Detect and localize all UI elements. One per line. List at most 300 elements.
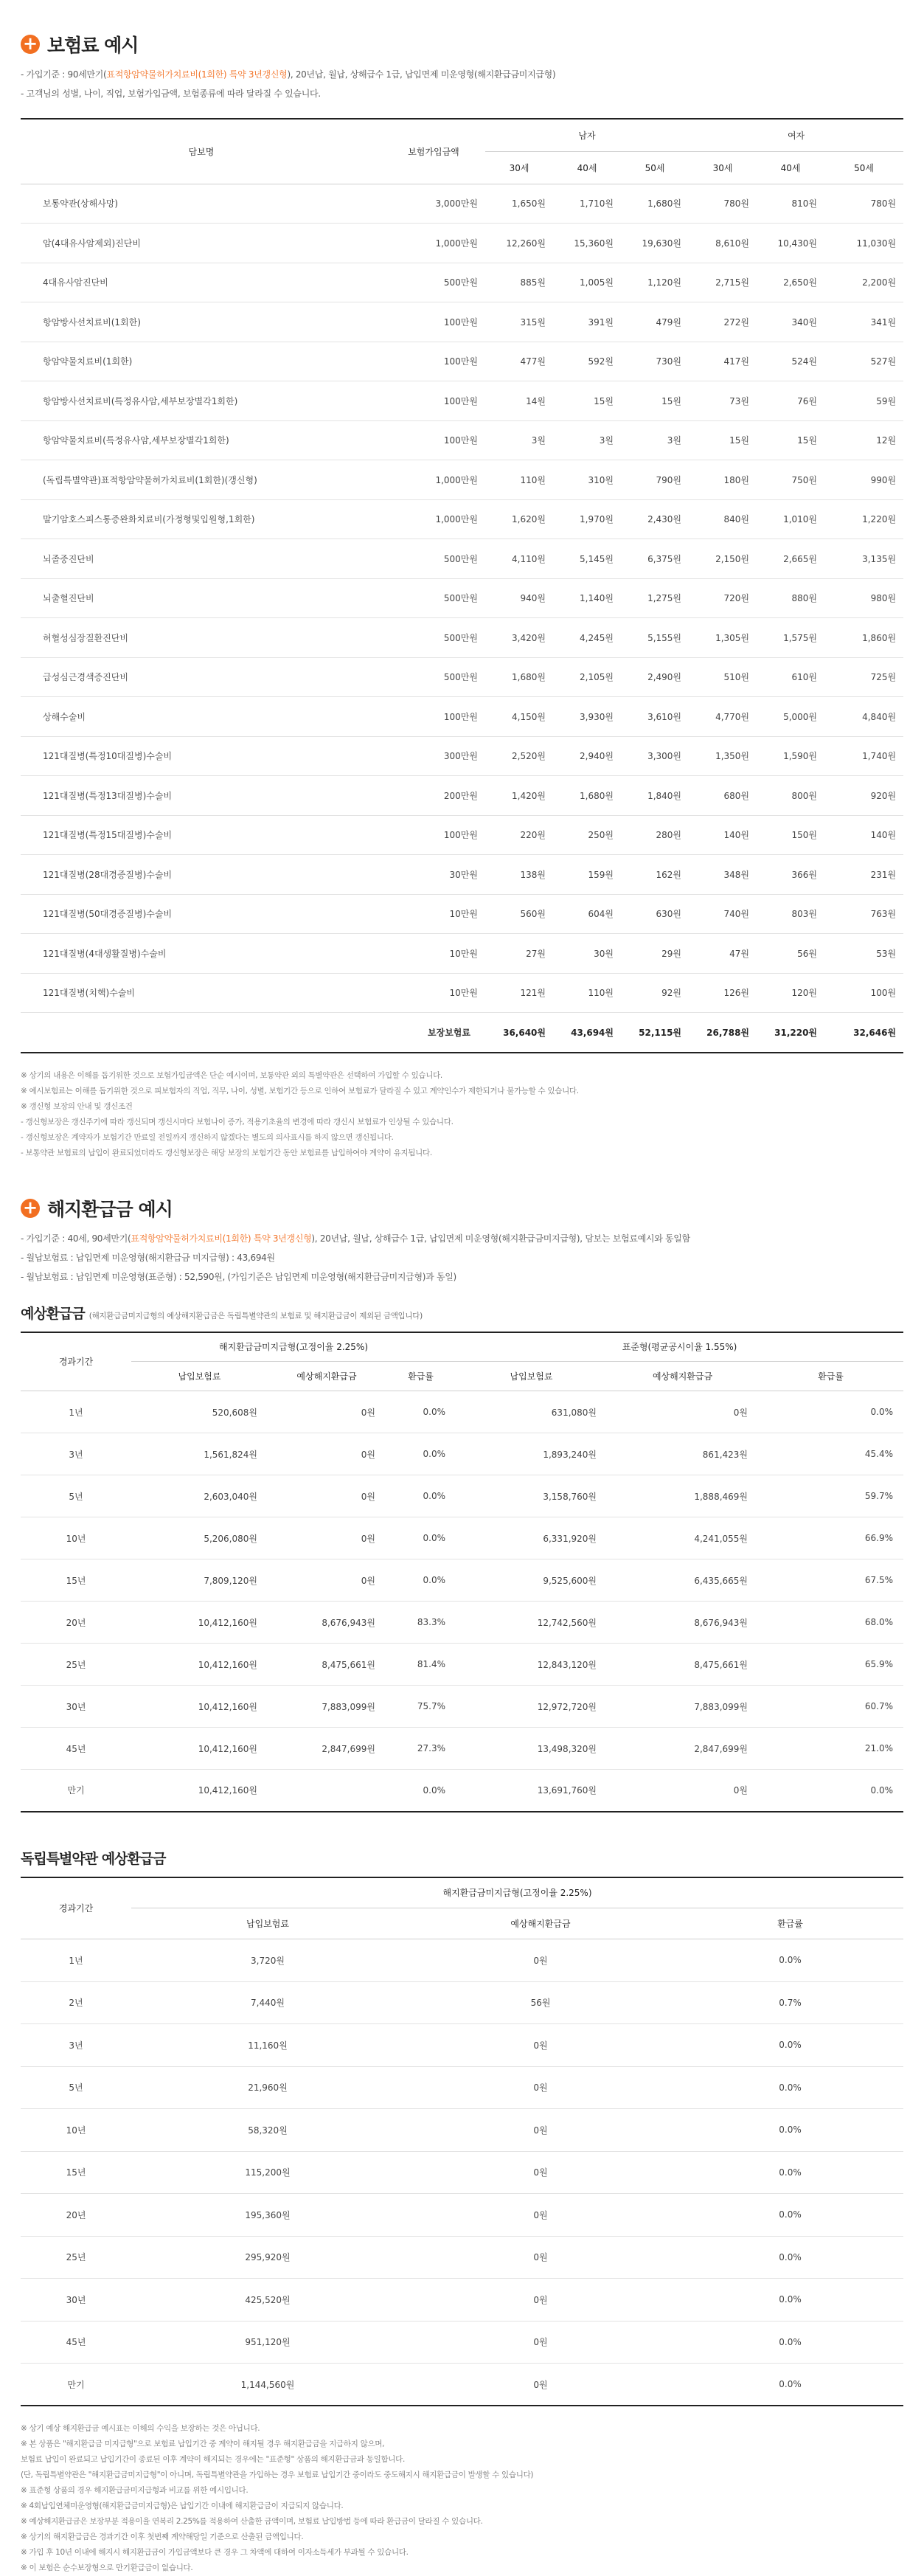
premium-cell: 560원 xyxy=(485,894,553,934)
header-nonrefund-type: 해지환급금미지급형(고정이율 2.25%) xyxy=(131,1332,456,1362)
coverage-amount: 100만원 xyxy=(382,302,485,342)
premium-cell: 750원 xyxy=(757,460,824,500)
coverage-amount: 10만원 xyxy=(382,934,485,974)
premium-cell: 5,145원 xyxy=(553,539,621,579)
table-row xyxy=(21,2151,903,2194)
period-cell: 15년 xyxy=(21,1559,131,1602)
period-cell: 45년 xyxy=(21,1728,131,1770)
independent-cell: 0원 xyxy=(404,2066,677,2109)
coverage-name: 121대질병(특정10대질병)수술비 xyxy=(21,736,382,776)
nonrefund-cell xyxy=(268,1770,386,1812)
table-row xyxy=(21,342,903,381)
independent-cell: 11,160원 xyxy=(131,2024,404,2067)
table-row xyxy=(21,499,903,539)
nonrefund-cell: 0원 xyxy=(268,1475,386,1517)
coverage-name: 121대질병(50대경증질병)수술비 xyxy=(21,894,382,934)
coverage-name: (독립특별약관)표적항암약물허가치료비(1회한)(갱신형) xyxy=(21,460,382,500)
premium-cell: 5,155원 xyxy=(621,618,689,658)
standard-cell: 13,691,760원 xyxy=(456,1770,607,1812)
period-cell: 15년 xyxy=(21,2151,131,2194)
independent-cell: 3,720원 xyxy=(131,1939,404,1982)
premium-cell: 990원 xyxy=(824,460,903,500)
independent-cell: 951,120원 xyxy=(131,2321,404,2364)
premium-cell: 2,665원 xyxy=(757,539,824,579)
premium-cell: 3원 xyxy=(621,420,689,460)
coverage-amount: 3,000만원 xyxy=(382,184,485,224)
period-cell: 25년 xyxy=(21,2236,131,2279)
header-refund: 예상해지환급금 xyxy=(607,1362,758,1391)
note-item: - 보통약관 보험료의 납입이 완료되었더라도 갱신형보장은 해당 보장의 보험기간 동안 보험료를 납입하여야 계약이 유지됩니다. xyxy=(21,1148,432,1157)
note-item: ※ 예상해지환급금은 보장부분 적용이율 연복리 2.25%를 적용하여 산출한 금액이며, 보험료 납입방법 등에 따라 환급금이 달라질 수 있습니다. xyxy=(21,2517,483,2526)
premium-cell: 150원 xyxy=(757,815,824,855)
header-paid: 납입보험료 xyxy=(131,1362,268,1391)
table-row xyxy=(21,420,903,460)
plus-circle-icon: + xyxy=(21,35,40,54)
premium-cell: 720원 xyxy=(689,578,757,618)
coverage-name: 항암방사선치료비(특정유사암,세부보장별각1회한) xyxy=(21,381,382,421)
premium-cell: 940원 xyxy=(485,578,553,618)
coverage-name: 4대유사암진단비 xyxy=(21,263,382,302)
table-row xyxy=(21,2024,903,2067)
premium-cell: 477원 xyxy=(485,342,553,381)
independent-cell: 0원 xyxy=(404,2364,677,2406)
independent-cell: 7,440원 xyxy=(131,1981,404,2024)
nonrefund-cell: 0원 xyxy=(268,1559,386,1602)
standard-cell: 12,742,560원 xyxy=(456,1602,607,1644)
table-row xyxy=(21,184,903,224)
premium-cell: 15원 xyxy=(621,381,689,421)
nonrefund-cell: 81.4% xyxy=(386,1644,456,1686)
premium-cell: 159원 xyxy=(553,855,621,895)
independent-cell: 0.0% xyxy=(677,2236,903,2279)
note-item: ※ 본 상품은 "해지환급금 미지급형"으로 보험료 납입기간 중 계약이 해지될 경우 해지환급금을 지급하지 않으며, xyxy=(21,2440,385,2448)
nonrefund-cell: 0.0% xyxy=(386,1770,456,1812)
header-paid: 납입보험료 xyxy=(131,1908,404,1939)
table-row xyxy=(21,736,903,776)
premium-cell: 15원 xyxy=(689,420,757,460)
total-cell: 32,646원 xyxy=(824,1013,903,1053)
premium-cell: 1,005원 xyxy=(553,263,621,302)
header-nonrefund-type: 해지환급금미지급형(고정이율 2.25%) xyxy=(131,1877,903,1908)
coverage-name: 상해수술비 xyxy=(21,697,382,737)
premium-cell: 140원 xyxy=(824,815,903,855)
premium-cell: 12,260원 xyxy=(485,224,553,263)
premium-cell: 479원 xyxy=(621,302,689,342)
premium-cell: 1,680원 xyxy=(485,657,553,697)
premium-cell: 272원 xyxy=(689,302,757,342)
premium-cell: 4,245원 xyxy=(553,618,621,658)
premium-cell: 524원 xyxy=(757,342,824,381)
premium-cell: 880원 xyxy=(757,578,824,618)
premium-cell: 2,650원 xyxy=(757,263,824,302)
premium-cell: 1,860원 xyxy=(824,618,903,658)
independent-cell: 58,320원 xyxy=(131,2109,404,2152)
coverage-name: 항암방사선치료비(1회한) xyxy=(21,302,382,342)
note-item: - 갱신형보장은 갱신주기에 따라 갱신되며 갱신시마다 보험나이 증가, 적용기초율의 변경에 따라 갱신시 보험료가 인상될 수 있습니다. xyxy=(21,1117,454,1126)
standard-cell: 8,676,943원 xyxy=(607,1602,758,1644)
premium-cell: 231원 xyxy=(824,855,903,895)
period-cell: 10년 xyxy=(21,2109,131,2152)
independent-cell: 0.0% xyxy=(677,2066,903,2109)
table-row xyxy=(21,578,903,618)
period-cell: 1년 xyxy=(21,1939,131,1982)
note-item: ※ 갱신형 보장의 안내 및 갱신조건 xyxy=(21,1101,133,1111)
coverage-amount: 200만원 xyxy=(382,776,485,816)
coverage-name: 허혈성심장질환진단비 xyxy=(21,618,382,658)
premium-cell: 366원 xyxy=(757,855,824,895)
premium-cell: 53원 xyxy=(824,934,903,974)
premium-cell: 250원 xyxy=(553,815,621,855)
nonrefund-cell: 0.0% xyxy=(386,1559,456,1602)
coverage-amount: 1,000만원 xyxy=(382,224,485,263)
premium-notes xyxy=(21,1068,903,1161)
nonrefund-cell: 10,412,160원 xyxy=(131,1770,268,1812)
standard-cell: 3,158,760원 xyxy=(456,1475,607,1517)
premium-cell: 100원 xyxy=(824,973,903,1013)
nonrefund-cell: 75.7% xyxy=(386,1686,456,1728)
premium-cell: 220원 xyxy=(485,815,553,855)
premium-cell: 1,740원 xyxy=(824,736,903,776)
coverage-name: 급성심근경색증진단비 xyxy=(21,657,382,697)
total-cell: 43,694원 xyxy=(553,1013,621,1053)
total-label: 보장보험료 xyxy=(21,1013,485,1053)
table-row xyxy=(21,1686,903,1728)
note-item: 보험료 납입이 완료되고 납입기간이 종료된 이후 계약이 해지되는 경우에는 "표준형" 상품의 해지환급금과 동일합니다. xyxy=(21,2455,406,2464)
table-row xyxy=(21,1981,903,2024)
premium-table xyxy=(21,118,903,1053)
header-paid: 납입보험료 xyxy=(456,1362,607,1391)
nonrefund-cell: 0.0% xyxy=(386,1391,456,1433)
standard-cell: 66.9% xyxy=(758,1517,903,1559)
coverage-amount: 1,000만원 xyxy=(382,499,485,539)
nonrefund-cell: 27.3% xyxy=(386,1728,456,1770)
premium-cell: 140원 xyxy=(689,815,757,855)
coverage-amount: 100만원 xyxy=(382,381,485,421)
independent-cell: 295,920원 xyxy=(131,2236,404,2279)
premium-cell: 2,105원 xyxy=(553,657,621,697)
table-row xyxy=(21,1433,903,1475)
table-row xyxy=(21,224,903,263)
independent-cell: 0원 xyxy=(404,1939,677,1982)
independent-cell: 0원 xyxy=(404,2194,677,2237)
header-age: 50세 xyxy=(824,151,903,184)
total-cell: 36,640원 xyxy=(485,1013,553,1053)
premium-cell: 162원 xyxy=(621,855,689,895)
period-cell: 3년 xyxy=(21,1433,131,1475)
table-row xyxy=(21,263,903,302)
note-item: ※ 예시보험료는 이해를 돕기위한 것으로 피보험자의 직업, 직무, 나이, 성별, 보험기간 등으로 인하여 보험료가 달라질 수 있고 계약인수가 제한되거나 불가능할 수 있습니다. xyxy=(21,1086,579,1095)
independent-cell: 0.7% xyxy=(677,1981,903,2024)
note-item: ※ 이 보험은 순수보장형으로 만기환급금이 없습니다. xyxy=(21,2563,193,2572)
premium-cell: 4,840원 xyxy=(824,697,903,737)
premium-cell: 310원 xyxy=(553,460,621,500)
independent-cell: 21,960원 xyxy=(131,2066,404,2109)
premium-cell: 1,220원 xyxy=(824,499,903,539)
premium-title: 보험료 예시 xyxy=(47,35,139,56)
premium-cell: 1,140원 xyxy=(553,578,621,618)
nonrefund-cell: 7,883,099원 xyxy=(268,1686,386,1728)
header-age: 40세 xyxy=(553,151,621,184)
premium-cell: 725원 xyxy=(824,657,903,697)
coverage-amount: 500만원 xyxy=(382,618,485,658)
coverage-name: 항암약물치료비(1회한) xyxy=(21,342,382,381)
period-cell: 30년 xyxy=(21,1686,131,1728)
note-item: ※ 상기의 해지환급금은 경과기간 이후 첫번째 계약해당일 기준으로 산출된 금액입니다. xyxy=(21,2532,304,2541)
nonrefund-cell: 0.0% xyxy=(386,1517,456,1559)
premium-total-row xyxy=(21,1013,903,1053)
coverage-name: 항암약물치료비(특정유사암,세부보장별각1회한) xyxy=(21,420,382,460)
premium-cell: 790원 xyxy=(621,460,689,500)
table-row xyxy=(21,1559,903,1602)
coverage-name: 121대질병(특정13대질병)수술비 xyxy=(21,776,382,816)
premium-cell: 920원 xyxy=(824,776,903,816)
note-item: ※ 4회납입연체미운영형(해지환급금미지급형)은 납입기간 이내에 해지환급금이 지급되지 않습니다. xyxy=(21,2501,344,2510)
table-row xyxy=(21,1517,903,1559)
header-age: 30세 xyxy=(689,151,757,184)
table-row xyxy=(21,894,903,934)
independent-cell: 0.0% xyxy=(677,2194,903,2237)
period-cell: 45년 xyxy=(21,2321,131,2364)
independent-cell: 0원 xyxy=(404,2321,677,2364)
premium-cell: 885원 xyxy=(485,263,553,302)
premium-cell: 3원 xyxy=(553,420,621,460)
header-rate: 환급률 xyxy=(677,1908,903,1939)
independent-cell: 0.0% xyxy=(677,2151,903,2194)
premium-cell: 980원 xyxy=(824,578,903,618)
note-item: ※ 가입 후 10년 이내에 해지시 해지환급금이 가입금액보다 큰 경우 그 차액에 대하여 이자소득세가 부과될 수 있습니다. xyxy=(21,2548,409,2557)
premium-cell: 630원 xyxy=(621,894,689,934)
refund-desc-item: - 월납보험료 : 납입면제 미운영형(해지환급금 미지급형) : 43,694원 xyxy=(21,1252,275,1263)
period-cell: 30년 xyxy=(21,2279,131,2321)
table-row xyxy=(21,381,903,421)
refund-notes xyxy=(21,2421,903,2576)
independent-cell: 0.0% xyxy=(677,2024,903,2067)
standard-cell: 59.7% xyxy=(758,1475,903,1517)
premium-cell: 138원 xyxy=(485,855,553,895)
premium-cell: 510원 xyxy=(689,657,757,697)
coverage-amount: 500만원 xyxy=(382,578,485,618)
premium-cell: 1,420원 xyxy=(485,776,553,816)
table-row xyxy=(21,657,903,697)
nonrefund-cell: 10,412,160원 xyxy=(131,1686,268,1728)
independent-cell: 0.0% xyxy=(677,2109,903,2152)
premium-cell: 1,680원 xyxy=(553,776,621,816)
premium-cell: 92원 xyxy=(621,973,689,1013)
expected-refund-title: 예상환급금 (해지환급금미지급형의 예상해지환급금은 독립특별약관의 보험료 및 해지환급금이 제외된 금액입니다) xyxy=(21,1305,423,1322)
header-rate: 환급률 xyxy=(386,1362,456,1391)
standard-cell: 67.5% xyxy=(758,1559,903,1602)
note-item: ※ 상기의 내용은 이해를 돕기위한 것으로 보험가입금액은 단순 예시이며, 보통약관 외의 특별약관은 선택하여 가입할 수 있습니다. xyxy=(21,1070,442,1080)
premium-cell: 1,840원 xyxy=(621,776,689,816)
table-row xyxy=(21,2066,903,2109)
coverage-amount: 500만원 xyxy=(382,657,485,697)
premium-cell: 280원 xyxy=(621,815,689,855)
premium-desc-list xyxy=(21,65,903,103)
independent-cell: 115,200원 xyxy=(131,2151,404,2194)
standard-cell: 4,241,055원 xyxy=(607,1517,758,1559)
header-age: 50세 xyxy=(621,151,689,184)
header-refund: 예상해지환급금 xyxy=(404,1908,677,1939)
standard-cell: 7,883,099원 xyxy=(607,1686,758,1728)
coverage-amount: 10만원 xyxy=(382,894,485,934)
standard-cell: 861,423원 xyxy=(607,1433,758,1475)
period-cell: 만기 xyxy=(21,2364,131,2406)
nonrefund-cell: 8,676,943원 xyxy=(268,1602,386,1644)
period-cell: 5년 xyxy=(21,1475,131,1517)
header-age: 30세 xyxy=(485,151,553,184)
standard-cell: 9,525,600원 xyxy=(456,1559,607,1602)
premium-cell: 315원 xyxy=(485,302,553,342)
table-row xyxy=(21,2364,903,2406)
premium-cell: 348원 xyxy=(689,855,757,895)
independent-cell: 0원 xyxy=(404,2151,677,2194)
premium-cell: 730원 xyxy=(621,342,689,381)
coverage-amount: 100만원 xyxy=(382,342,485,381)
premium-cell: 840원 xyxy=(689,499,757,539)
coverage-amount: 1,000만원 xyxy=(382,460,485,500)
premium-cell: 1,970원 xyxy=(553,499,621,539)
coverage-amount: 30만원 xyxy=(382,855,485,895)
standard-cell: 45.4% xyxy=(758,1433,903,1475)
period-cell: 20년 xyxy=(21,2194,131,2237)
premium-cell: 740원 xyxy=(689,894,757,934)
premium-cell: 2,940원 xyxy=(553,736,621,776)
nonrefund-cell: 0원 xyxy=(268,1433,386,1475)
period-cell: 3년 xyxy=(21,2024,131,2067)
header-refund: 예상해지환급금 xyxy=(268,1362,386,1391)
standard-cell: 2,847,699원 xyxy=(607,1728,758,1770)
premium-cell: 810원 xyxy=(757,184,824,224)
coverage-name: 뇌졸중진단비 xyxy=(21,539,382,579)
premium-cell: 1,680원 xyxy=(621,184,689,224)
premium-cell: 800원 xyxy=(757,776,824,816)
header-period: 경과기간 xyxy=(21,1877,131,1939)
nonrefund-cell: 10,412,160원 xyxy=(131,1728,268,1770)
period-cell: 만기 xyxy=(21,1770,131,1812)
coverage-name: 뇌출혈진단비 xyxy=(21,578,382,618)
standard-cell: 65.9% xyxy=(758,1644,903,1686)
premium-cell: 1,120원 xyxy=(621,263,689,302)
total-cell: 52,115원 xyxy=(621,1013,689,1053)
premium-cell: 27원 xyxy=(485,934,553,974)
premium-cell: 47원 xyxy=(689,934,757,974)
header-standard-type: 표준형(평균공시이율 1.55%) xyxy=(456,1332,903,1362)
premium-cell: 1,590원 xyxy=(757,736,824,776)
premium-cell: 340원 xyxy=(757,302,824,342)
premium-cell: 15원 xyxy=(757,420,824,460)
premium-cell: 527원 xyxy=(824,342,903,381)
table-row xyxy=(21,618,903,658)
premium-cell: 110원 xyxy=(553,973,621,1013)
premium-cell: 5,000원 xyxy=(757,697,824,737)
coverage-name: 121대질병(특정15대질병)수술비 xyxy=(21,815,382,855)
standard-cell: 12,972,720원 xyxy=(456,1686,607,1728)
table-row xyxy=(21,776,903,816)
table-row xyxy=(21,1391,903,1433)
premium-cell: 120원 xyxy=(757,973,824,1013)
coverage-name: 암(4대유사암제외)진단비 xyxy=(21,224,382,263)
premium-cell: 341원 xyxy=(824,302,903,342)
premium-cell: 6,375원 xyxy=(621,539,689,579)
nonrefund-cell: 0.0% xyxy=(386,1475,456,1517)
premium-cell: 56원 xyxy=(757,934,824,974)
premium-cell: 1,350원 xyxy=(689,736,757,776)
independent-refund-title: 독립특별약관 예상환급금 xyxy=(21,1850,166,1867)
refund-desc-item: - 월납보험료 : 납입면제 미운영형(표준형) : 52,590원, (가입기준은 납입면제 미운영형(해지환급금미지급형)과 동일) xyxy=(21,1271,456,1282)
standard-cell: 60.7% xyxy=(758,1686,903,1728)
period-cell: 25년 xyxy=(21,1644,131,1686)
premium-cell: 126원 xyxy=(689,973,757,1013)
coverage-amount: 100만원 xyxy=(382,697,485,737)
nonrefund-cell: 5,206,080원 xyxy=(131,1517,268,1559)
period-cell: 10년 xyxy=(21,1517,131,1559)
table-row xyxy=(21,1644,903,1686)
coverage-name: 121대질병(4대생활질병)수술비 xyxy=(21,934,382,974)
independent-cell: 0원 xyxy=(404,2236,677,2279)
coverage-amount: 300만원 xyxy=(382,736,485,776)
period-cell: 2년 xyxy=(21,1981,131,2024)
nonrefund-cell: 2,603,040원 xyxy=(131,1475,268,1517)
nonrefund-cell: 7,809,120원 xyxy=(131,1559,268,1602)
refund-desc-item: - 가입기준 : 40세, 90세만기(표적항암약물허가치료비(1회한) 특약 3년갱신형), 20년납, 월납, 상해급수 1급, 납입면제 미운영형(해지환급금미지급형), 담보는 보험료예시와 동일함 xyxy=(21,1233,690,1244)
standard-cell: 0.0% xyxy=(758,1770,903,1812)
nonrefund-cell: 0원 xyxy=(268,1391,386,1433)
premium-cell: 1,650원 xyxy=(485,184,553,224)
total-cell: 26,788원 xyxy=(689,1013,757,1053)
premium-cell: 780원 xyxy=(824,184,903,224)
table-row xyxy=(21,855,903,895)
premium-cell: 604원 xyxy=(553,894,621,934)
premium-cell: 2,715원 xyxy=(689,263,757,302)
premium-cell: 1,275원 xyxy=(621,578,689,618)
coverage-name: 보통약관(상해사망) xyxy=(21,184,382,224)
header-female: 여자 xyxy=(689,119,903,151)
note-item: ※ 상기 예상 해지환급금 예시표는 이해의 수익을 보장하는 것은 아닙니다. xyxy=(21,2424,260,2433)
premium-cell: 3,135원 xyxy=(824,539,903,579)
premium-cell: 121원 xyxy=(485,973,553,1013)
premium-cell: 680원 xyxy=(689,776,757,816)
refund-section-title xyxy=(21,1194,903,1223)
table-row xyxy=(21,973,903,1013)
premium-desc-item: - 가입기준 : 90세만기(표적항암약물허가치료비(1회한) 특약 3년갱신형), 20년납, 월납, 상해급수 1급, 납입면제 미운영형(해지환급금미지급형) xyxy=(21,69,556,80)
table-row xyxy=(21,2279,903,2321)
independent-cell: 0원 xyxy=(404,2024,677,2067)
plus-circle-icon: + xyxy=(21,1199,40,1218)
premium-cell: 59원 xyxy=(824,381,903,421)
premium-cell: 3,420원 xyxy=(485,618,553,658)
premium-cell: 4,150원 xyxy=(485,697,553,737)
independent-cell: 0.0% xyxy=(677,2279,903,2321)
nonrefund-cell: 8,475,661원 xyxy=(268,1644,386,1686)
refund-desc-list xyxy=(21,1229,903,1287)
premium-cell: 1,620원 xyxy=(485,499,553,539)
independent-refund-table xyxy=(21,1877,903,2407)
header-period: 경과기간 xyxy=(21,1332,131,1391)
period-cell: 1년 xyxy=(21,1391,131,1433)
independent-cell: 56원 xyxy=(404,1981,677,2024)
independent-cell: 0.0% xyxy=(677,2364,903,2406)
premium-cell: 110원 xyxy=(485,460,553,500)
standard-cell: 0원 xyxy=(607,1770,758,1812)
premium-cell: 2,150원 xyxy=(689,539,757,579)
note-item: - 갱신형보장은 계약자가 보험기간 만료일 전일까지 갱신하지 않겠다는 별도의 의사표시를 하지 않으면 갱신됩니다. xyxy=(21,1132,394,1142)
premium-cell: 12원 xyxy=(824,420,903,460)
premium-cell: 4,110원 xyxy=(485,539,553,579)
standard-cell: 631,080원 xyxy=(456,1391,607,1433)
premium-section-title xyxy=(21,30,903,59)
table-row xyxy=(21,1602,903,1644)
standard-cell: 1,888,469원 xyxy=(607,1475,758,1517)
